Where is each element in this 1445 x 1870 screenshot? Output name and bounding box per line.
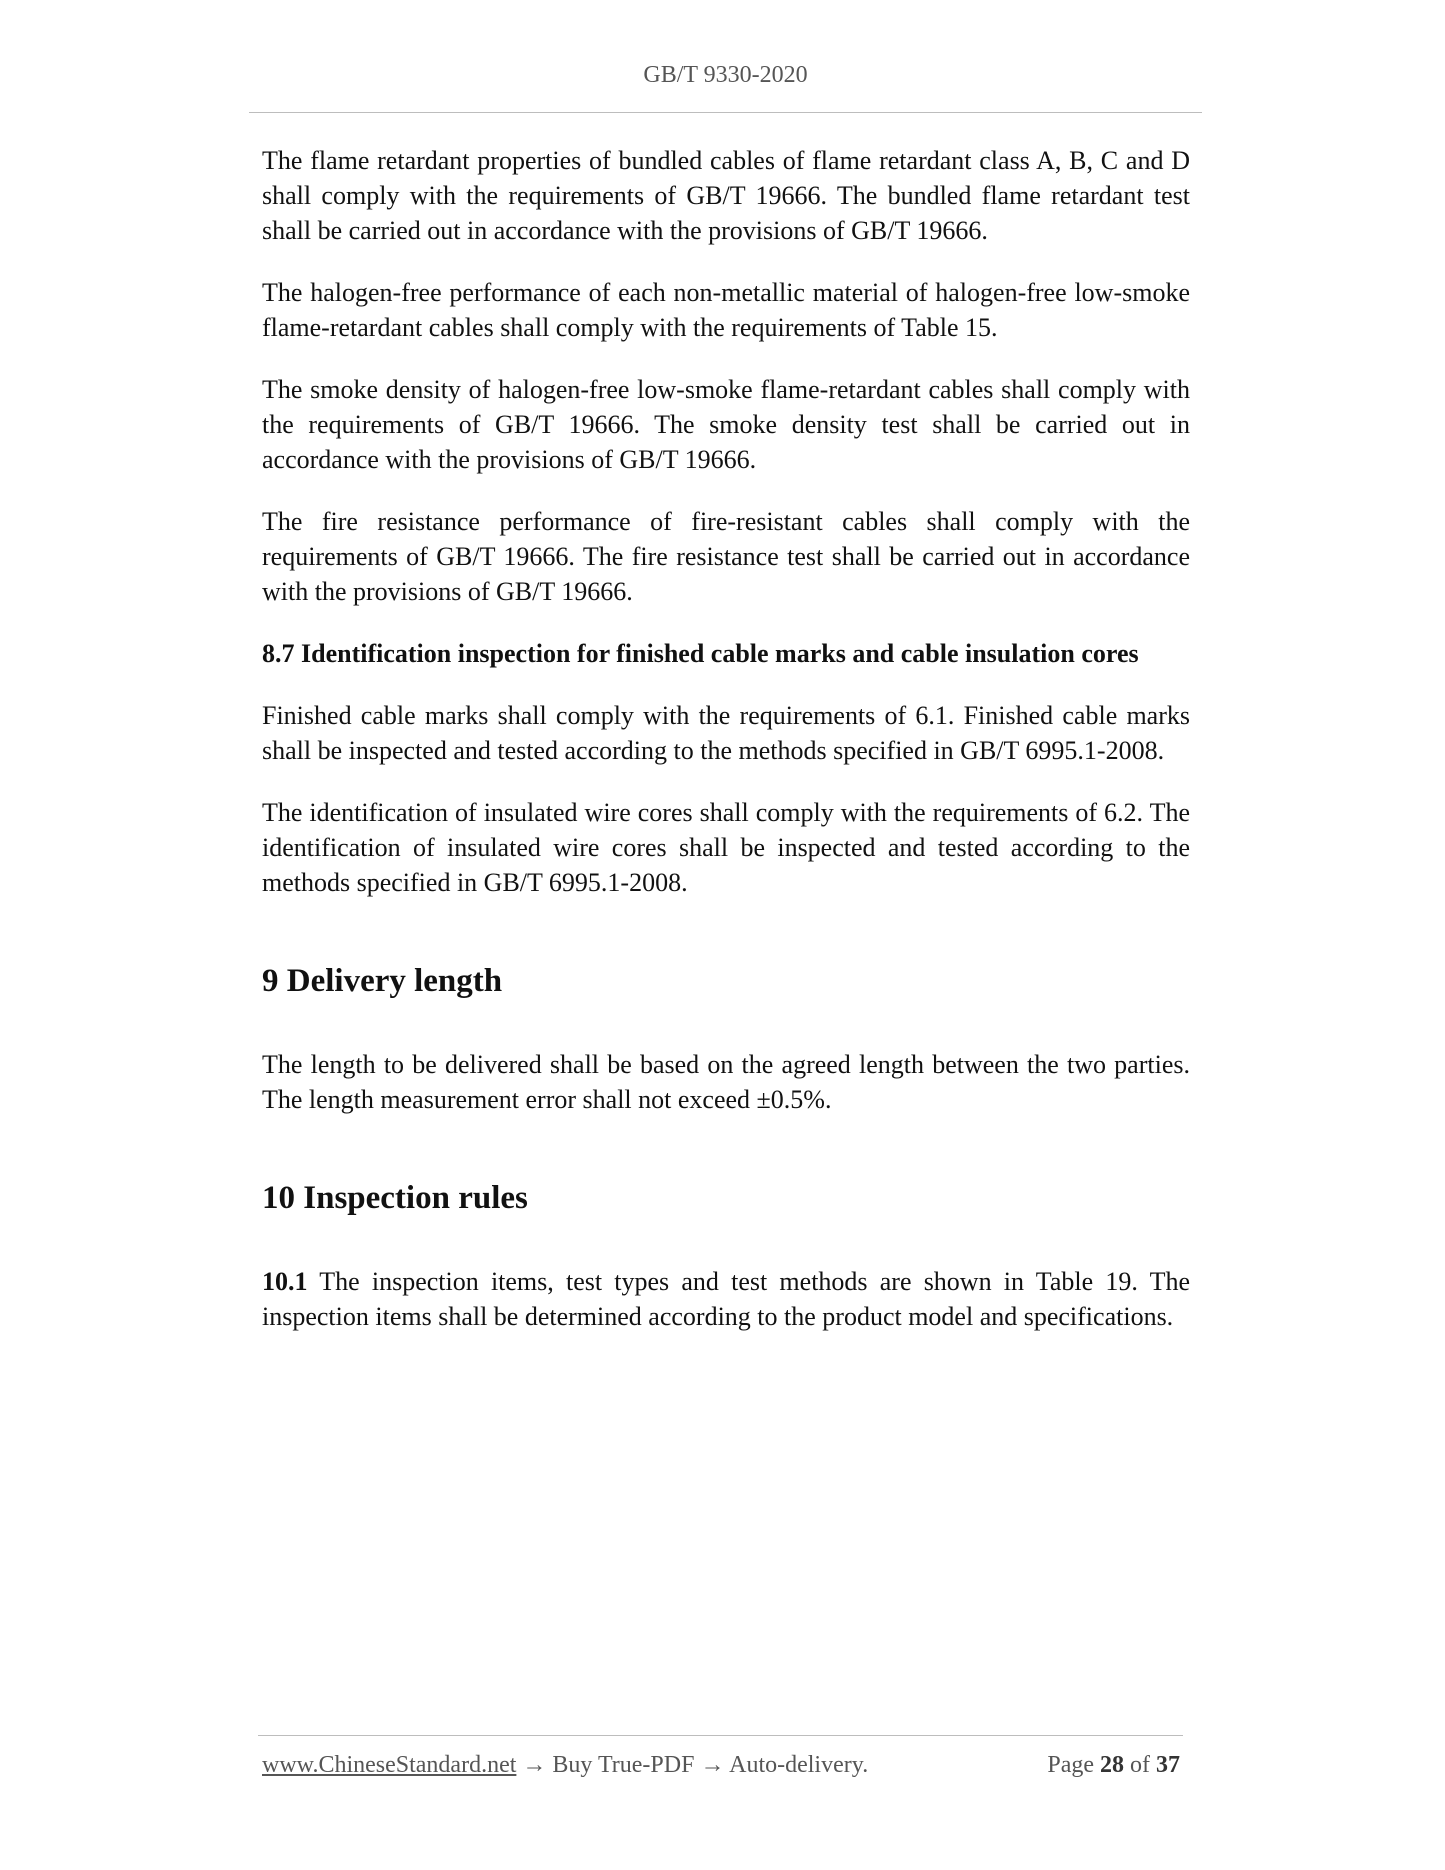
- paragraph-cable-marks: Finished cable marks shall comply with the requirements of 6.1. Finished cable marks shall be inspected and tested according to the methods specified in GB/T 6995.1-2008.: [262, 701, 1190, 765]
- paragraph-fire-resistance: The fire resistance performance of fire-resistant cables shall comply with the requirements of GB/T 19666. The fire resistance test shall be carried out in accordance with the provisions of GB/T 19666.: [262, 507, 1190, 606]
- page-content: [262, 143, 1190, 1361]
- clause-number-10-1: 10.1: [262, 1267, 308, 1296]
- website-link[interactable]: www.ChineseStandard.net: [262, 1752, 517, 1778]
- clause-text-10-1: The inspection items, test types and test methods are shown in Table 19. The inspection items shall be determined according to the product model and specifications.: [262, 1267, 1190, 1331]
- paragraph-halogen-free: The halogen-free performance of each non-metallic material of halogen-free low-smoke flame-retardant cables shall comply with the requirements of Table 15.: [262, 278, 1190, 342]
- section-heading-inspection-rules: 10 Inspection rules: [262, 1180, 528, 1216]
- current-page: 28: [1100, 1752, 1124, 1778]
- footer-divider: [258, 1735, 1183, 1736]
- footer-promo: [262, 1752, 868, 1779]
- paragraph-delivery-length: The length to be delivered shall be based on the agreed length between the two parties. The length measurement error shall not exceed ±0.5%.: [262, 1050, 1190, 1114]
- paragraph-core-identification: The identification of insulated wire cores shall comply with the requirements of 6.2. The identification of insulated wire cores shall be inspected and tested according to the methods specified in GB/T 6995.1-2008.: [262, 798, 1190, 897]
- paragraph-smoke-density: The smoke density of halogen-free low-smoke flame-retardant cables shall comply with the requirements of GB/T 19666. The smoke density test shall be carried out in accordance with the provisions of GB/T 19666.: [262, 375, 1190, 474]
- paragraph-10-1: [262, 1264, 1190, 1334]
- header-divider: [249, 112, 1202, 113]
- section-heading-delivery-length: 9 Delivery length: [262, 963, 503, 999]
- page-header: GB/T 9330-2020: [643, 62, 808, 88]
- page-number: [1047, 1752, 1180, 1779]
- total-pages: 37: [1156, 1752, 1180, 1778]
- of-label: of: [1130, 1752, 1150, 1778]
- footer-nav-text: → Buy True-PDF → Auto-delivery.: [516, 1752, 869, 1778]
- page-label: Page: [1047, 1752, 1094, 1778]
- paragraph-bundled-flame-retardant: The flame retardant properties of bundled cables of flame retardant class A, B, C and D shall comply with the requirements of GB/T 19666. The bundled flame retardant test shall be carried out in accordance with the provisions of GB/T 19666.: [262, 146, 1190, 245]
- subheading-8-7: 8.7 Identification inspection for finished cable marks and cable insulation cores: [262, 639, 1139, 668]
